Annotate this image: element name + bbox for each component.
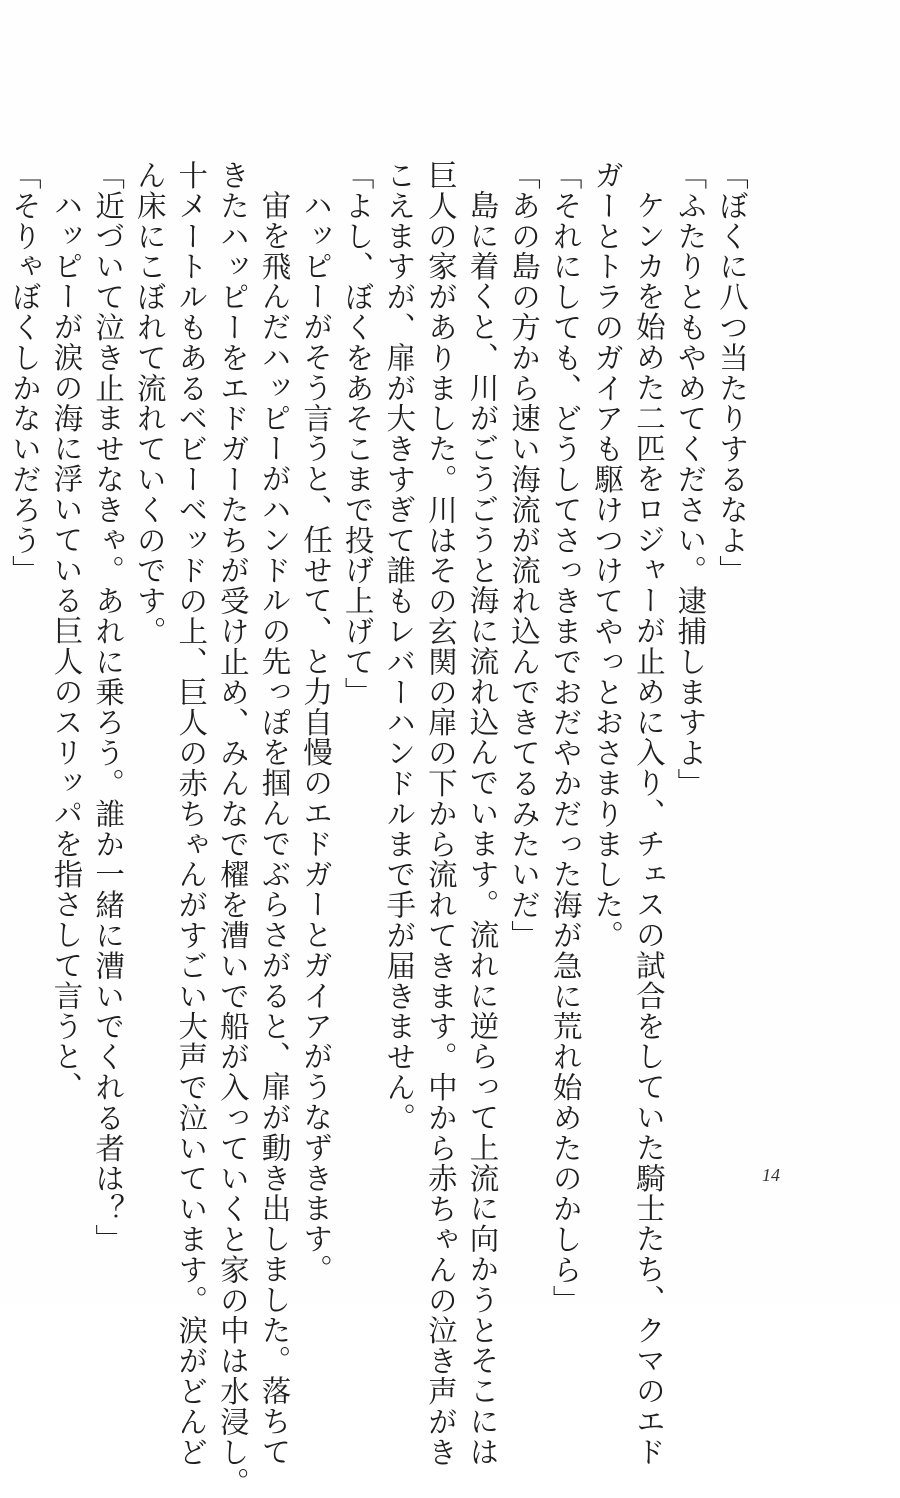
text-line: 「あの島の方から速い海流が流れ込んできてるみたいだ」: [507, 160, 542, 951]
text-line: 「そりゃぼくしかないだろう」: [7, 160, 42, 586]
text-line: 「ふたりともやめてください。逮捕しますよ」: [673, 160, 708, 799]
text-line: ん床にこぼれて流れていくのです。: [132, 160, 167, 647]
text-line: ガーとトラのガイアも駆けつけてやっとおさまりました。: [590, 160, 625, 951]
vertical-text-block: [0, 160, 752, 1498]
text-line: 「それにしても、どうしてさっきまでおだやかだった海が急に荒れ始めたのかしら」: [548, 160, 583, 1316]
text-line: 巨人の家がありました。川はその玄関の扉の下から流れてきます。中から赤ちゃんの泣き声がき: [423, 160, 458, 1468]
text-line: ケンカを始めた二匹をロジャーが止めに入り、チェスの試合をしていた騎士たち、クマのエド: [631, 189, 666, 1467]
text-line: [0, 160, 3, 1160]
text-line: 「近づいて泣き止ませなきゃ。あれに乗ろう。誰か一緒に漕いでくれる者は？」: [91, 160, 126, 1255]
text-line: ハッピーがそう言うと、任せて、と力自慢のエドガーとガイアがうなずきます。: [299, 189, 334, 1284]
text-line: 宙を飛んだハッピーがハンドルの先っぽを掴んでぶらさがると、扉が動き出しました。落ちて: [257, 189, 292, 1467]
text-line: ハッピーが涙の海に浮いている巨人のスリッパを指さして言うと、: [49, 189, 84, 1102]
text-line: 「よし、ぼくをあそこまで投げ上げて」: [340, 160, 375, 708]
page-number: 14: [762, 1165, 780, 1185]
text-line: こえますが、扉が大きすぎて誰もレバーハンドルまで手が届きません。: [382, 160, 417, 1133]
text-line: 十メートルもあるベビーベッドの上、巨人の赤ちゃんがすごい大声で泣いています。涙がどんど: [174, 160, 209, 1468]
text-line: 島に着くと、川がごうごうと海に流れ込んでいます。流れに逆らって上流に向かうとそこには: [465, 189, 500, 1467]
text-line: 「ぼくに八つ当たりするなよ」: [715, 160, 749, 586]
text-line: きたハッピーをエドガーたちが受け止め、みんなで櫂を漕いで船が入っていくと家の中は水浸し。: [215, 160, 250, 1498]
